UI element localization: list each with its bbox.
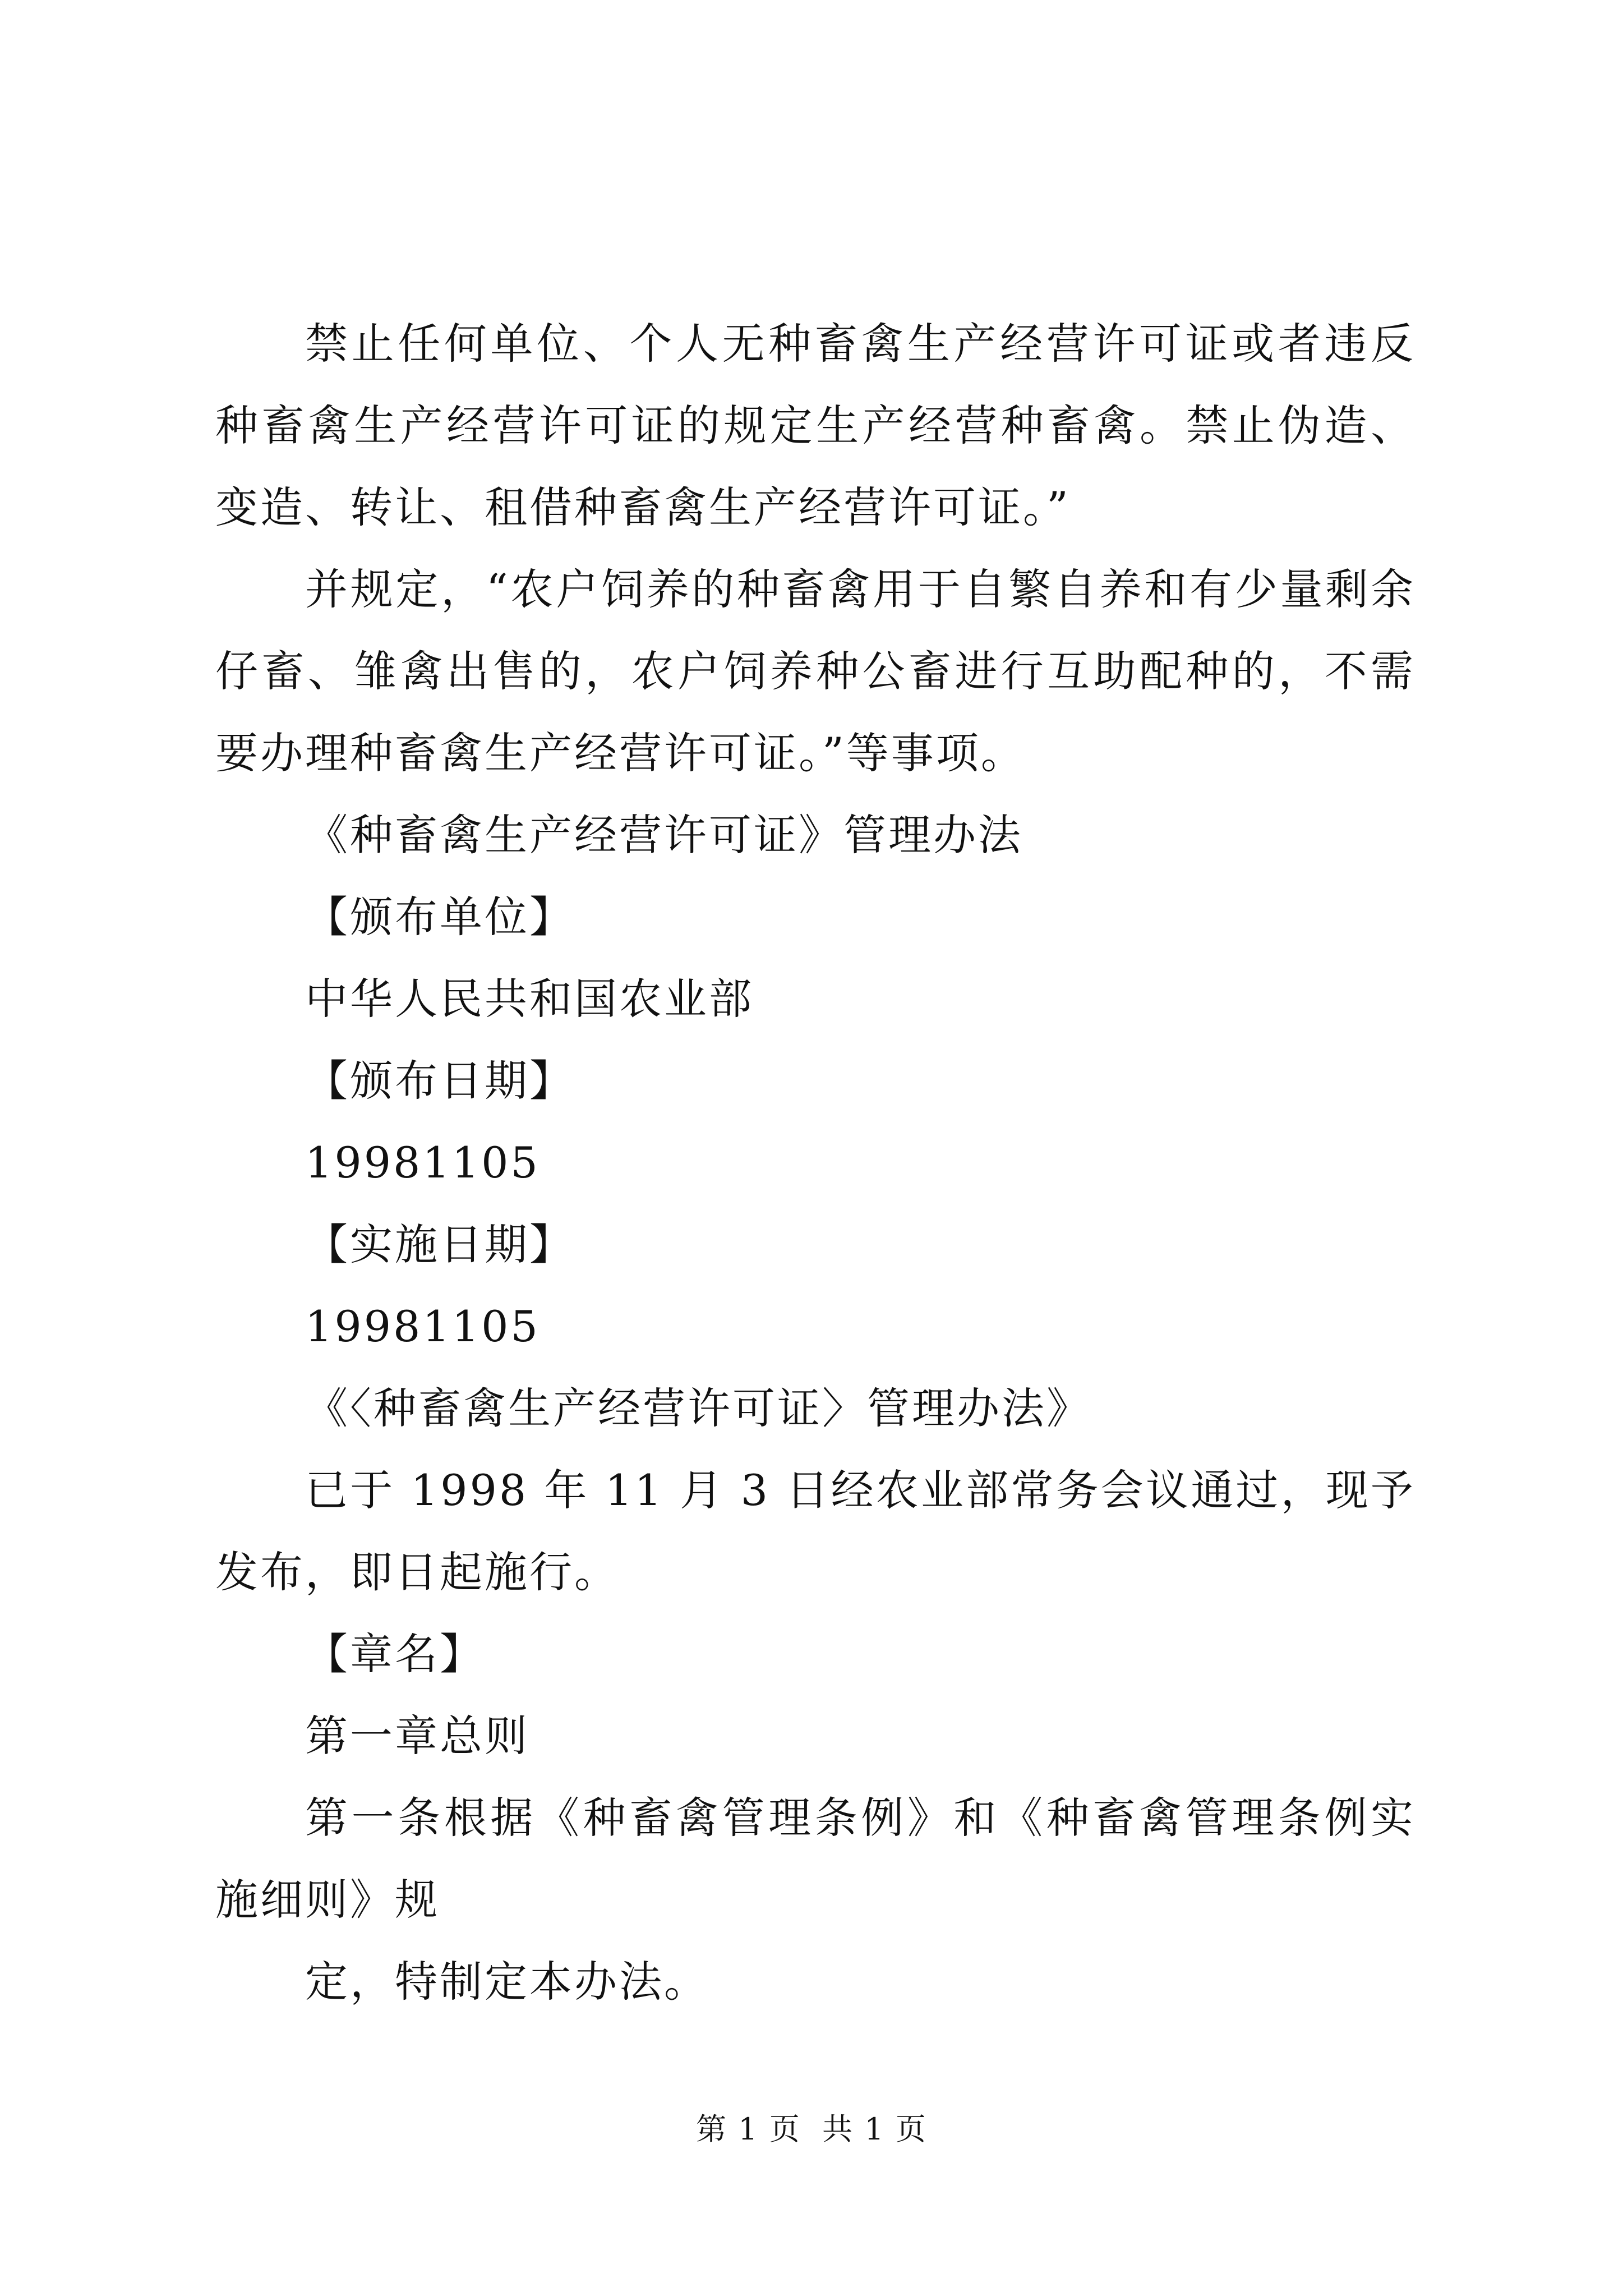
paragraph-10: 《〈种畜禽生产经营许可证〉管理办法》 bbox=[305, 1383, 1091, 1433]
paragraph-1: 禁止任何单位、个人无种畜禽生产经营许可证或者违反种畜禽生产经营许可证的规定生产经营种畜禽。禁止伪造、变造、转让、租借种畜禽生产经营许可证。” bbox=[215, 319, 1415, 532]
paragraph-12: 【章名】 bbox=[305, 1629, 485, 1679]
paragraph-6: 【颁布日期】 bbox=[305, 1056, 574, 1106]
paragraph-8: 【实施日期】 bbox=[305, 1220, 574, 1269]
paragraph-11: 已于 1998 年 11 月 3 日经农业部常务会议通过，现予发布，即日起施行。 bbox=[215, 1465, 1415, 1597]
paragraph-9: 19981105 bbox=[305, 1301, 540, 1351]
paragraph-13: 第一章总则 bbox=[305, 1711, 529, 1761]
paragraph-5: 中华人民共和国农业部 bbox=[305, 974, 754, 1024]
paragraph-4: 【颁布单位】 bbox=[305, 892, 574, 942]
page-number-label: 第 1 页 共 1 页 bbox=[696, 2111, 927, 2147]
paragraph-3: 《种畜禽生产经营许可证》管理办法 bbox=[305, 810, 1023, 860]
document-body bbox=[215, 303, 1415, 2023]
paragraph-7: 19981105 bbox=[305, 1138, 540, 1188]
paragraph-2: 并规定，“农户饲养的种畜禽用于自繁自养和有少量剩余仔畜、雏禽出售的，农户饲养种公畜进行互助配种的，不需要办理种畜禽生产经营许可证。”等事项。 bbox=[215, 564, 1415, 778]
page-footer bbox=[0, 2109, 1623, 2150]
paragraph-15: 定，特制定本办法。 bbox=[305, 1957, 709, 2007]
paragraph-14: 第一条根据《种畜禽管理条例》和《种畜禽管理条例实施细则》规 bbox=[215, 1793, 1415, 1925]
